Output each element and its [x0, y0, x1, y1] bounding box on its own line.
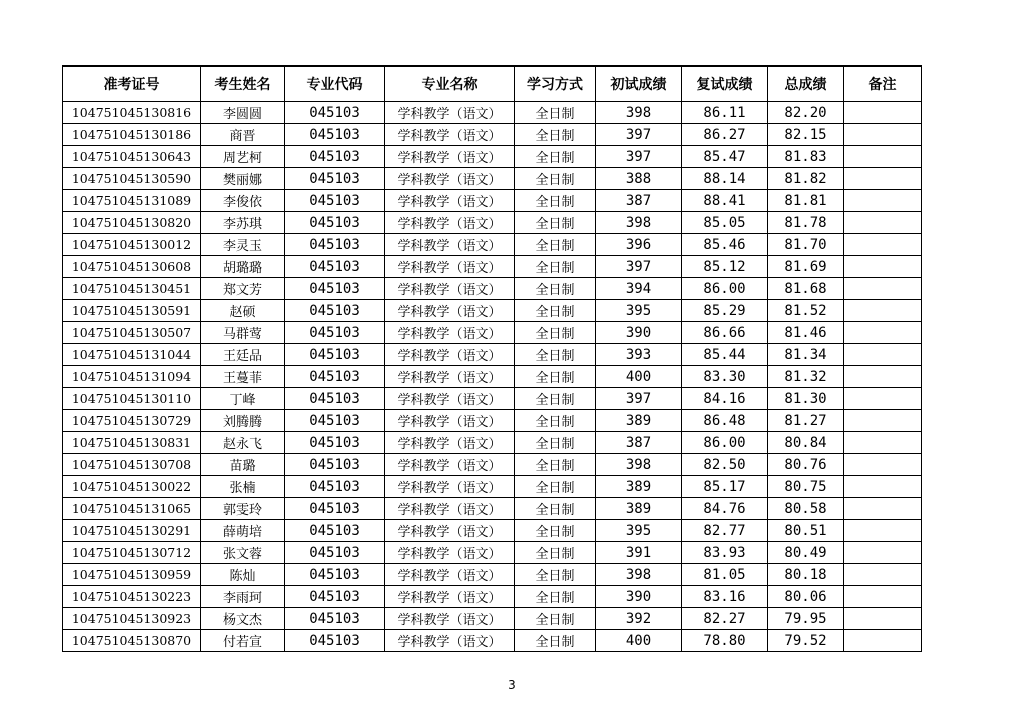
retest-score-cell: 83.16 — [682, 586, 768, 608]
table-row — [63, 498, 922, 520]
remarks-cell — [844, 190, 922, 212]
remarks-cell — [844, 586, 922, 608]
table-row — [63, 586, 922, 608]
retest-score-cell: 81.05 — [682, 564, 768, 586]
total-score-cell: 81.52 — [768, 300, 844, 322]
initial-score-cell: 398 — [596, 564, 682, 586]
major-name-cell: 学科教学（语文） — [385, 542, 515, 564]
remarks-cell — [844, 498, 922, 520]
retest-score-cell: 88.14 — [682, 168, 768, 190]
initial-score-cell: 398 — [596, 102, 682, 124]
exam-id-cell: 104751045130712 — [63, 542, 201, 564]
study-mode-cell: 全日制 — [515, 256, 596, 278]
total-score-cell: 79.52 — [768, 630, 844, 652]
study-mode-cell: 全日制 — [515, 168, 596, 190]
remarks-cell — [844, 234, 922, 256]
remarks-cell — [844, 168, 922, 190]
student-name-cell: 胡璐璐 — [201, 256, 285, 278]
retest-score-cell: 85.44 — [682, 344, 768, 366]
major-code-cell: 045103 — [285, 542, 385, 564]
study-mode-cell: 全日制 — [515, 520, 596, 542]
student-name-cell: 王蔓菲 — [201, 366, 285, 388]
header-row — [63, 66, 922, 102]
exam-id-cell: 104751045130923 — [63, 608, 201, 630]
table-row — [63, 146, 922, 168]
remarks-cell — [844, 542, 922, 564]
remarks-cell — [844, 278, 922, 300]
table-row — [63, 388, 922, 410]
exam-id-cell: 104751045131065 — [63, 498, 201, 520]
major-name-cell: 学科教学（语文） — [385, 168, 515, 190]
exam-id-cell: 104751045131089 — [63, 190, 201, 212]
remarks-cell — [844, 124, 922, 146]
major-name-cell: 学科教学（语文） — [385, 190, 515, 212]
study-mode-cell: 全日制 — [515, 102, 596, 124]
retest-score-cell: 86.00 — [682, 278, 768, 300]
study-mode-cell: 全日制 — [515, 344, 596, 366]
table-row — [63, 102, 922, 124]
table-row — [63, 630, 922, 652]
major-code-cell: 045103 — [285, 278, 385, 300]
table-row — [63, 300, 922, 322]
initial-score-cell: 390 — [596, 586, 682, 608]
retest-score-cell: 84.16 — [682, 388, 768, 410]
study-mode-cell: 全日制 — [515, 234, 596, 256]
study-mode-cell: 全日制 — [515, 432, 596, 454]
study-mode-cell: 全日制 — [515, 388, 596, 410]
student-name-cell: 李灵玉 — [201, 234, 285, 256]
table-row — [63, 454, 922, 476]
exam-id-cell: 104751045130708 — [63, 454, 201, 476]
student-name-cell: 赵硕 — [201, 300, 285, 322]
major-code-cell: 045103 — [285, 234, 385, 256]
major-code-cell: 045103 — [285, 146, 385, 168]
remarks-cell — [844, 322, 922, 344]
total-score-cell: 81.82 — [768, 168, 844, 190]
initial-score-cell: 388 — [596, 168, 682, 190]
retest-score-cell: 85.17 — [682, 476, 768, 498]
study-mode-cell: 全日制 — [515, 146, 596, 168]
initial-score-cell: 389 — [596, 476, 682, 498]
header-study-mode: 学习方式 — [515, 66, 596, 102]
study-mode-cell: 全日制 — [515, 278, 596, 300]
total-score-cell: 81.30 — [768, 388, 844, 410]
major-code-cell: 045103 — [285, 520, 385, 542]
remarks-cell — [844, 476, 922, 498]
major-code-cell: 045103 — [285, 586, 385, 608]
major-name-cell: 学科教学（语文） — [385, 124, 515, 146]
exam-id-cell: 104751045130186 — [63, 124, 201, 146]
study-mode-cell: 全日制 — [515, 190, 596, 212]
exam-id-cell: 104751045130729 — [63, 410, 201, 432]
exam-id-cell: 104751045130507 — [63, 322, 201, 344]
header-major-code: 专业代码 — [285, 66, 385, 102]
exam-id-cell: 104751045130291 — [63, 520, 201, 542]
study-mode-cell: 全日制 — [515, 322, 596, 344]
study-mode-cell: 全日制 — [515, 542, 596, 564]
retest-score-cell: 84.76 — [682, 498, 768, 520]
total-score-cell: 80.18 — [768, 564, 844, 586]
total-score-cell: 82.20 — [768, 102, 844, 124]
study-mode-cell: 全日制 — [515, 564, 596, 586]
total-score-cell: 80.51 — [768, 520, 844, 542]
remarks-cell — [844, 454, 922, 476]
total-score-cell: 80.49 — [768, 542, 844, 564]
major-code-cell: 045103 — [285, 564, 385, 586]
student-name-cell: 杨文杰 — [201, 608, 285, 630]
initial-score-cell: 392 — [596, 608, 682, 630]
table-row — [63, 190, 922, 212]
remarks-cell — [844, 102, 922, 124]
initial-score-cell: 389 — [596, 498, 682, 520]
remarks-cell — [844, 366, 922, 388]
table-row — [63, 432, 922, 454]
major-name-cell: 学科教学（语文） — [385, 234, 515, 256]
table-row — [63, 608, 922, 630]
major-code-cell: 045103 — [285, 388, 385, 410]
major-name-cell: 学科教学（语文） — [385, 278, 515, 300]
remarks-cell — [844, 520, 922, 542]
major-name-cell: 学科教学（语文） — [385, 102, 515, 124]
exam-id-cell: 104751045131094 — [63, 366, 201, 388]
table-row — [63, 410, 922, 432]
study-mode-cell: 全日制 — [515, 630, 596, 652]
total-score-cell: 81.68 — [768, 278, 844, 300]
score-table — [62, 65, 922, 652]
major-code-cell: 045103 — [285, 344, 385, 366]
student-name-cell: 付若宣 — [201, 630, 285, 652]
retest-score-cell: 86.27 — [682, 124, 768, 146]
study-mode-cell: 全日制 — [515, 410, 596, 432]
table-row — [63, 542, 922, 564]
major-name-cell: 学科教学（语文） — [385, 300, 515, 322]
study-mode-cell: 全日制 — [515, 366, 596, 388]
remarks-cell — [844, 344, 922, 366]
student-name-cell: 郭雯玲 — [201, 498, 285, 520]
total-score-cell: 79.95 — [768, 608, 844, 630]
major-code-cell: 045103 — [285, 608, 385, 630]
major-code-cell: 045103 — [285, 410, 385, 432]
header-retest-score: 复试成绩 — [682, 66, 768, 102]
major-code-cell: 045103 — [285, 190, 385, 212]
initial-score-cell: 397 — [596, 146, 682, 168]
header-name: 考生姓名 — [201, 66, 285, 102]
retest-score-cell: 86.00 — [682, 432, 768, 454]
major-code-cell: 045103 — [285, 168, 385, 190]
student-name-cell: 商晋 — [201, 124, 285, 146]
remarks-cell — [844, 388, 922, 410]
major-name-cell: 学科教学（语文） — [385, 344, 515, 366]
exam-id-cell: 104751045130110 — [63, 388, 201, 410]
exam-id-cell: 104751045130012 — [63, 234, 201, 256]
page-number: 3 — [508, 678, 516, 692]
retest-score-cell: 86.48 — [682, 410, 768, 432]
student-name-cell: 樊丽娜 — [201, 168, 285, 190]
student-name-cell: 李圆圆 — [201, 102, 285, 124]
major-name-cell: 学科教学（语文） — [385, 630, 515, 652]
major-code-cell: 045103 — [285, 476, 385, 498]
exam-id-cell: 104751045130816 — [63, 102, 201, 124]
initial-score-cell: 397 — [596, 256, 682, 278]
major-name-cell: 学科教学（语文） — [385, 366, 515, 388]
table-row — [63, 256, 922, 278]
initial-score-cell: 389 — [596, 410, 682, 432]
header-total-score: 总成绩 — [768, 66, 844, 102]
student-name-cell: 李雨珂 — [201, 586, 285, 608]
initial-score-cell: 397 — [596, 124, 682, 146]
student-name-cell: 李俊依 — [201, 190, 285, 212]
retest-score-cell: 82.27 — [682, 608, 768, 630]
table-row — [63, 124, 922, 146]
header-exam-id: 准考证号 — [63, 66, 201, 102]
study-mode-cell: 全日制 — [515, 586, 596, 608]
table-row — [63, 234, 922, 256]
retest-score-cell: 86.11 — [682, 102, 768, 124]
major-name-cell: 学科教学（语文） — [385, 146, 515, 168]
exam-id-cell: 104751045130608 — [63, 256, 201, 278]
major-name-cell: 学科教学（语文） — [385, 388, 515, 410]
exam-id-cell: 104751045130451 — [63, 278, 201, 300]
table-row — [63, 212, 922, 234]
major-name-cell: 学科教学（语文） — [385, 322, 515, 344]
major-code-cell: 045103 — [285, 432, 385, 454]
major-code-cell: 045103 — [285, 212, 385, 234]
total-score-cell: 81.83 — [768, 146, 844, 168]
student-name-cell: 陈灿 — [201, 564, 285, 586]
student-name-cell: 苗璐 — [201, 454, 285, 476]
major-code-cell: 045103 — [285, 124, 385, 146]
remarks-cell — [844, 432, 922, 454]
major-code-cell: 045103 — [285, 102, 385, 124]
major-name-cell: 学科教学（语文） — [385, 410, 515, 432]
total-score-cell: 80.58 — [768, 498, 844, 520]
total-score-cell: 80.76 — [768, 454, 844, 476]
retest-score-cell: 85.29 — [682, 300, 768, 322]
major-code-cell: 045103 — [285, 630, 385, 652]
major-name-cell: 学科教学（语文） — [385, 454, 515, 476]
exam-id-cell: 104751045130591 — [63, 300, 201, 322]
retest-score-cell: 78.80 — [682, 630, 768, 652]
total-score-cell: 82.15 — [768, 124, 844, 146]
exam-id-cell: 104751045130223 — [63, 586, 201, 608]
major-name-cell: 学科教学（语文） — [385, 608, 515, 630]
retest-score-cell: 85.12 — [682, 256, 768, 278]
header-major-name: 专业名称 — [385, 66, 515, 102]
major-code-cell: 045103 — [285, 454, 385, 476]
initial-score-cell: 400 — [596, 630, 682, 652]
remarks-cell — [844, 564, 922, 586]
major-code-cell: 045103 — [285, 322, 385, 344]
major-code-cell: 045103 — [285, 498, 385, 520]
total-score-cell: 81.32 — [768, 366, 844, 388]
remarks-cell — [844, 630, 922, 652]
student-name-cell: 张楠 — [201, 476, 285, 498]
major-name-cell: 学科教学（语文） — [385, 564, 515, 586]
initial-score-cell: 393 — [596, 344, 682, 366]
initial-score-cell: 391 — [596, 542, 682, 564]
student-name-cell: 李苏琪 — [201, 212, 285, 234]
exam-id-cell: 104751045130831 — [63, 432, 201, 454]
retest-score-cell: 82.77 — [682, 520, 768, 542]
initial-score-cell: 395 — [596, 520, 682, 542]
remarks-cell — [844, 410, 922, 432]
study-mode-cell: 全日制 — [515, 300, 596, 322]
major-name-cell: 学科教学（语文） — [385, 476, 515, 498]
study-mode-cell: 全日制 — [515, 498, 596, 520]
retest-score-cell: 85.46 — [682, 234, 768, 256]
student-name-cell: 薛萌培 — [201, 520, 285, 542]
remarks-cell — [844, 146, 922, 168]
table-row — [63, 476, 922, 498]
total-score-cell: 81.81 — [768, 190, 844, 212]
exam-id-cell: 104751045130820 — [63, 212, 201, 234]
initial-score-cell: 398 — [596, 454, 682, 476]
student-name-cell: 张文蓉 — [201, 542, 285, 564]
total-score-cell: 81.46 — [768, 322, 844, 344]
retest-score-cell: 85.47 — [682, 146, 768, 168]
initial-score-cell: 394 — [596, 278, 682, 300]
initial-score-cell: 387 — [596, 190, 682, 212]
total-score-cell: 81.78 — [768, 212, 844, 234]
retest-score-cell: 83.93 — [682, 542, 768, 564]
score-sheet — [62, 65, 922, 652]
major-name-cell: 学科教学（语文） — [385, 498, 515, 520]
table-row — [63, 278, 922, 300]
total-score-cell: 80.06 — [768, 586, 844, 608]
initial-score-cell: 397 — [596, 388, 682, 410]
student-name-cell: 赵永飞 — [201, 432, 285, 454]
remarks-cell — [844, 608, 922, 630]
exam-id-cell: 104751045130022 — [63, 476, 201, 498]
exam-id-cell: 104751045131044 — [63, 344, 201, 366]
initial-score-cell: 395 — [596, 300, 682, 322]
study-mode-cell: 全日制 — [515, 212, 596, 234]
major-name-cell: 学科教学（语文） — [385, 256, 515, 278]
remarks-cell — [844, 300, 922, 322]
major-code-cell: 045103 — [285, 300, 385, 322]
major-code-cell: 045103 — [285, 366, 385, 388]
total-score-cell: 80.75 — [768, 476, 844, 498]
major-name-cell: 学科教学（语文） — [385, 212, 515, 234]
remarks-cell — [844, 212, 922, 234]
retest-score-cell: 88.41 — [682, 190, 768, 212]
major-code-cell: 045103 — [285, 256, 385, 278]
student-name-cell: 刘腾腾 — [201, 410, 285, 432]
header-initial-score: 初试成绩 — [596, 66, 682, 102]
exam-id-cell: 104751045130959 — [63, 564, 201, 586]
study-mode-cell: 全日制 — [515, 454, 596, 476]
student-name-cell: 郑文芳 — [201, 278, 285, 300]
student-name-cell: 马群莺 — [201, 322, 285, 344]
retest-score-cell: 86.66 — [682, 322, 768, 344]
initial-score-cell: 400 — [596, 366, 682, 388]
total-score-cell: 81.34 — [768, 344, 844, 366]
student-name-cell: 丁峰 — [201, 388, 285, 410]
remarks-cell — [844, 256, 922, 278]
student-name-cell: 王廷品 — [201, 344, 285, 366]
retest-score-cell: 85.05 — [682, 212, 768, 234]
retest-score-cell: 82.50 — [682, 454, 768, 476]
major-name-cell: 学科教学（语文） — [385, 586, 515, 608]
initial-score-cell: 387 — [596, 432, 682, 454]
major-name-cell: 学科教学（语文） — [385, 520, 515, 542]
student-name-cell: 周艺柯 — [201, 146, 285, 168]
major-name-cell: 学科教学（语文） — [385, 432, 515, 454]
study-mode-cell: 全日制 — [515, 124, 596, 146]
table-row — [63, 168, 922, 190]
exam-id-cell: 104751045130870 — [63, 630, 201, 652]
initial-score-cell: 396 — [596, 234, 682, 256]
table-row — [63, 366, 922, 388]
study-mode-cell: 全日制 — [515, 476, 596, 498]
retest-score-cell: 83.30 — [682, 366, 768, 388]
total-score-cell: 80.84 — [768, 432, 844, 454]
study-mode-cell: 全日制 — [515, 608, 596, 630]
total-score-cell: 81.70 — [768, 234, 844, 256]
total-score-cell: 81.69 — [768, 256, 844, 278]
table-row — [63, 344, 922, 366]
table-row — [63, 322, 922, 344]
table-row — [63, 564, 922, 586]
initial-score-cell: 390 — [596, 322, 682, 344]
initial-score-cell: 398 — [596, 212, 682, 234]
total-score-cell: 81.27 — [768, 410, 844, 432]
table-row — [63, 520, 922, 542]
exam-id-cell: 104751045130643 — [63, 146, 201, 168]
exam-id-cell: 104751045130590 — [63, 168, 201, 190]
header-remarks: 备注 — [844, 66, 922, 102]
